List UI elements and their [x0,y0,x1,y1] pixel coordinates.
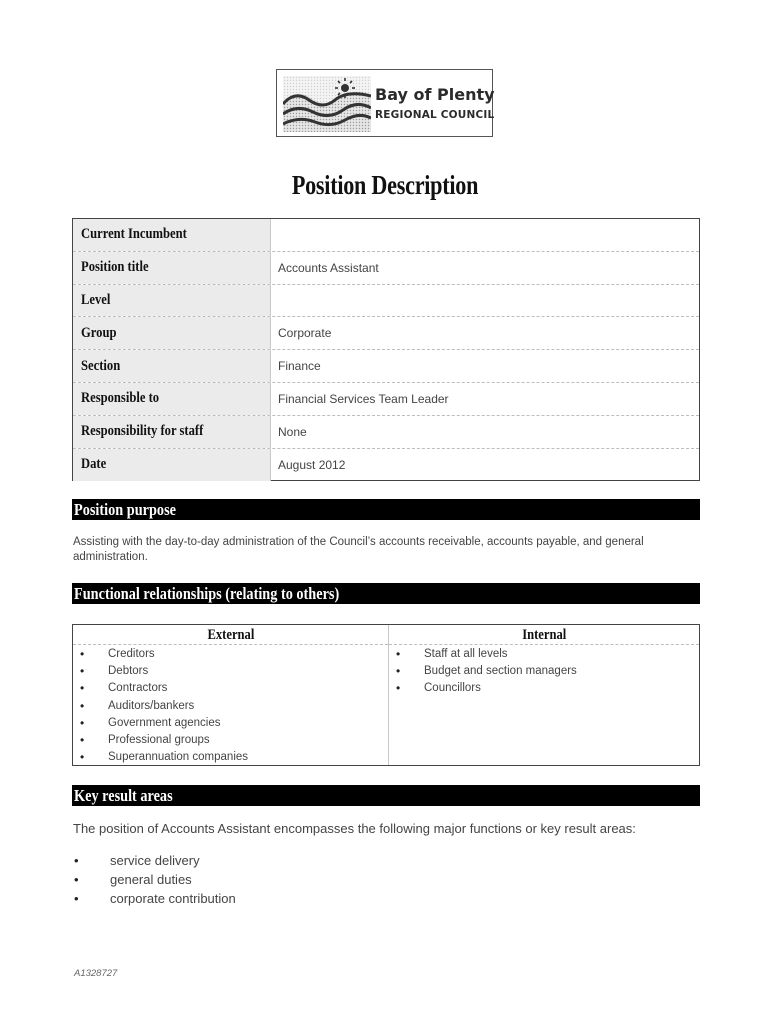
info-value [271,285,699,317]
info-row-date [73,449,699,482]
logo-subtitle: REGIONAL COUNCIL [375,109,495,121]
list-item: • corporate contribution [73,889,236,908]
key-result-intro: The position of Accounts Assistant encompasses the following major functions or key result areas: [73,821,636,836]
list-item: • Professional groups [73,732,388,749]
info-value: None [278,424,307,439]
list-item: • service delivery [73,851,236,870]
info-row-responsible-to [73,383,699,416]
section-heading-key-result-areas [72,785,700,806]
info-value: Accounts Assistant [278,260,379,275]
logo-name: Bay of Plenty [375,85,495,104]
internal-column [389,625,699,765]
list-item: • Budget and section managers [389,663,699,680]
info-value: Finance [278,359,321,374]
position-info-table [72,218,700,481]
info-value: Corporate [278,326,332,341]
list-item: • Auditors/bankers [73,698,388,715]
info-row-position-title [73,252,699,285]
info-row-level [73,285,699,318]
council-logo [276,69,493,137]
document-id: A1328727 [74,968,118,979]
info-label: Level [81,291,111,308]
section-heading-text: Functional relationships (relating to others) [74,583,340,603]
section-heading-functional-relationships [72,583,700,604]
section-heading-text: Key result areas [74,785,173,805]
list-item: • Debtors [73,663,388,680]
section-heading-text: Position purpose [74,499,176,519]
info-label: Responsibility for staff [81,423,204,440]
key-result-list [73,851,236,908]
info-label: Current Incumbent [81,226,187,243]
list-item: • Staff at all levels [389,646,699,663]
section-heading-position-purpose [72,499,700,520]
list-item: • Creditors [73,646,388,663]
list-item: • Superannuation companies [73,749,388,766]
info-value: Financial Services Team Leader [278,391,449,406]
document-title: Position Description [291,170,479,200]
info-label: Position title [81,259,149,276]
info-value: August 2012 [278,457,346,472]
list-item: • Contractors [73,680,388,697]
info-label: Date [81,456,107,473]
info-value [271,219,699,251]
internal-heading: Internal [521,627,567,643]
internal-list [389,645,699,698]
position-purpose-text: Assisting with the day-to-day administration of the Council’s accounts receivable, accounts payable, and general administration. [73,536,644,563]
relationships-table [72,624,700,766]
info-label: Responsible to [81,390,160,407]
list-item: • Councillors [389,680,699,697]
info-row-responsibility-for-staff [73,416,699,449]
info-row-group [73,317,699,350]
info-label: Group [81,324,117,341]
list-item: • Government agencies [73,715,388,732]
external-list [73,645,388,766]
bay-of-plenty-logo-icon [283,76,371,132]
external-heading: External [207,627,254,643]
info-row-current-incumbent [73,219,699,252]
info-label: Section [81,357,121,374]
info-row-section [73,350,699,383]
list-item: • general duties [73,870,236,889]
external-column [73,625,389,765]
